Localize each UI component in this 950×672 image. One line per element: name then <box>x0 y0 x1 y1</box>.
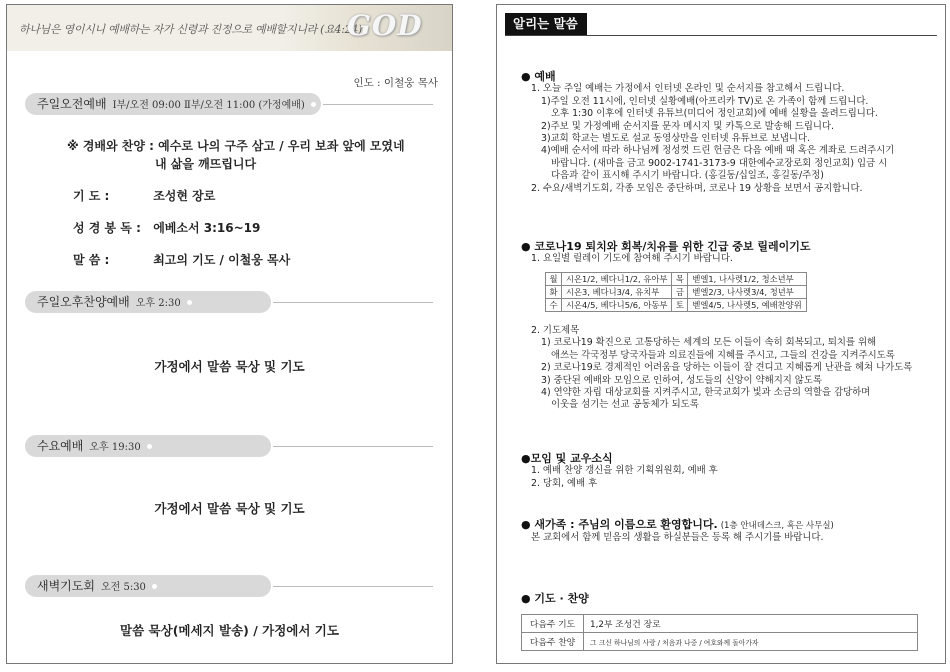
item-label: 기 도 : <box>73 189 110 203</box>
worship-line: 4)예배 순서에 따라 하나님께 정성껏 드린 헌금은 다음 예배 때 혹은 계좌로 드려주시기 <box>541 145 895 157</box>
service-item-scripture <box>73 219 260 236</box>
header-divider <box>505 35 937 36</box>
service-item-praise-cont <box>155 155 256 172</box>
meeting-heading: ●모임 및 교우소식 <box>521 452 613 465</box>
table-row <box>522 615 918 633</box>
prayer-praise-table <box>521 614 918 651</box>
announcements-tab: 알리는 말씀 <box>505 13 587 35</box>
dawn-prayer-text: 말씀 묵상(메세지 발송) / 가정에서 기도 <box>120 623 339 638</box>
afternoon-service-header <box>25 291 433 313</box>
relay-schedule-table <box>545 272 807 312</box>
row-key: 다음주 기도 <box>522 615 584 633</box>
worship-line: 1. 오늘 주일 예배는 가정에서 인터넷 온라인 및 순서지를 참고해서 드립니다. <box>531 83 845 95</box>
section-time: 오후 19:30 <box>89 442 141 453</box>
topic-line: 3) 중단된 예배와 모임으로 인하여, 성도들의 신앙이 약해지지 않도록 <box>541 374 822 386</box>
item-label: ※ 경배와 찬양 : <box>67 139 154 153</box>
worship-heading: ● 예배 <box>521 70 556 83</box>
group-cell: 벧엘1, 나사렛1/2, 청소년부 <box>688 273 806 286</box>
service-item-praise <box>67 137 405 154</box>
table-row <box>546 286 807 299</box>
section-title: 새벽기도회 <box>37 579 95 593</box>
topic-line: 1) 코로나19 확진으로 고통당하는 세계의 모든 이들이 속히 회복되고, 퇴치를 위해 <box>541 337 877 349</box>
wednesday-service-header <box>25 435 433 457</box>
worship-line: 다음과 같이 표시해 주시기 바랍니다. (홍길동/십일조, 홍길동/주정) <box>551 170 824 182</box>
section-title: 주일오전예배 <box>37 97 107 111</box>
topic-line: 이웃을 섬기는 선교 공동체가 되도록 <box>551 399 699 411</box>
section-time: 오후 2:30 <box>135 298 181 309</box>
table-row <box>522 633 918 651</box>
item-value: 조성현 장로 <box>153 189 216 203</box>
table-row <box>546 299 807 312</box>
item-value: 최고의 기도 / 이철웅 목사 <box>153 253 291 267</box>
meeting-notice <box>521 453 718 490</box>
topics-heading: 2. 기도제목 <box>531 325 580 336</box>
section-time: 오전 5:30 <box>100 582 146 593</box>
group-cell: 시온4/5, 베다니5/6, 아동부 <box>562 299 672 312</box>
table-row <box>546 273 807 286</box>
group-cell: 시온3, 베다니3/4, 유치부 <box>562 286 672 299</box>
worship-line: 오후 1:30 이후에 인터넷 유튜브(미디어 정인교회)에 예배 실황을 올려드립니다. <box>551 108 878 120</box>
newcomer-note: (1층 안내데스크, 혹은 사무실) <box>720 521 834 531</box>
worship-line: 2. 수요/새벽기도회, 각종 모임은 중단하며, 코로나 19 상황을 보면서 공지합니다. <box>531 182 863 194</box>
prayer-praise-heading: ● 기도 · 찬양 <box>521 592 589 605</box>
morning-service-header <box>25 93 433 115</box>
worship-line: 1)주일 오전 11시에, 인터넷 실황예배(아프리카 TV)로 온 가족이 함께 드립니다. <box>541 95 869 107</box>
row-value: 1,2부 조성건 장로 <box>584 615 918 633</box>
section-title: 주일오후찬양예배 <box>37 295 130 309</box>
order-of-service-page <box>6 4 453 664</box>
section-time: Ⅰ부/오전 09:00 Ⅱ부/오전 11:00 (가정예배) <box>112 100 305 111</box>
item-value: 내 삶을 깨뜨립니다 <box>155 157 257 171</box>
day-cell: 수 <box>546 299 562 312</box>
service-item-prayer <box>73 187 215 204</box>
topic-line: 4) 연약한 자립 대상교회를 지켜주시고, 한국교회가 빛과 소금의 역할을 감당하며 <box>541 387 871 399</box>
meeting-line: 2. 당회, 예배 후 <box>531 477 598 489</box>
service-item-sermon <box>73 251 290 268</box>
prayer-praise-section <box>521 593 589 605</box>
worship-notice <box>521 71 894 195</box>
god-logo: GOD <box>347 9 423 42</box>
worship-line: 2)주보 및 가정예배 순서지를 문자 메시지 및 카톡으로 발송해 드립니다. <box>541 120 834 132</box>
day-cell: 토 <box>672 299 688 312</box>
row-key: 다음주 찬양 <box>522 633 584 651</box>
relay-subtitle: 1. 요일별 릴레이 기도에 참여해 주시기 바랍니다. <box>531 253 733 265</box>
meeting-line: 1. 예배 찬양 갱신을 위한 기획위원회, 예배 후 <box>531 465 718 477</box>
item-label: 성 경 봉 독 : <box>73 221 141 235</box>
item-value: 예수로 나의 구주 삼고 / 우리 보좌 앞에 모였네 <box>158 139 405 153</box>
relay-heading: ● 코로나19 퇴치와 회복/치유를 위한 긴급 중보 릴레이기도 <box>521 240 811 253</box>
group-cell: 시온1/2, 베다니1/2, 유아부 <box>562 273 672 286</box>
worship-leader: 인도 : 이철웅 목사 <box>353 77 438 89</box>
worship-line: 3)교회 학교는 별도로 설교 동영상만을 인터넷 유튜브로 보냅니다. <box>541 133 810 145</box>
day-cell: 월 <box>546 273 562 286</box>
item-value: 에베소서 3:16~19 <box>153 221 261 235</box>
day-cell: 화 <box>546 286 562 299</box>
prayer-topics <box>521 325 912 412</box>
group-cell: 벧엘4/5, 나사렛5, 예배찬양위 <box>688 299 806 312</box>
section-title: 수요예배 <box>37 439 84 453</box>
day-cell: 목 <box>672 273 688 286</box>
header-banner <box>7 5 452 51</box>
wednesday-service-text: 가정에서 말씀 묵상 및 기도 <box>154 501 305 516</box>
day-cell: 금 <box>672 286 688 299</box>
newcomer-heading: ● 새가족 : 주님의 이름으로 환영합니다. <box>521 518 718 531</box>
banner-verse: 하나님은 영이시니 예배하는 자가 신령과 진정으로 예배할지니라 (요4:24) <box>19 23 362 36</box>
item-label: 말 씀 : <box>73 253 110 267</box>
dawn-prayer-header <box>25 575 433 597</box>
worship-line: 바랍니다. (새마을 금고 9002-1741-3173-9 대한예수교장로회 정인교회) 입금 시 <box>551 157 888 169</box>
topic-line: 2) 코로나19로 경제적인 어려움을 당하는 이들이 잘 견디고 지혜롭게 난관을 헤쳐 나가도록 <box>541 362 913 374</box>
group-cell: 벧엘2/3, 나사렛3/4, 청년부 <box>688 286 806 299</box>
newcomer-line: 본 교회에서 함께 믿음의 생활을 하실분들은 등록 해 주시기를 바랍니다. <box>531 532 824 544</box>
relay-prayer-notice <box>521 241 811 266</box>
newcomer-notice <box>521 519 834 545</box>
row-value: 그 크신 하나님의 사랑 / 처음과 나중 / 여호와께 돌아가자 <box>584 633 918 651</box>
afternoon-service-text: 가정에서 말씀 묵상 및 기도 <box>154 359 305 374</box>
announcements-page <box>496 4 946 664</box>
topic-line: 애쓰는 각국정부 당국자들과 의료진들에 지혜를 주시고, 그들의 건강을 지켜주시도록 <box>551 349 895 361</box>
